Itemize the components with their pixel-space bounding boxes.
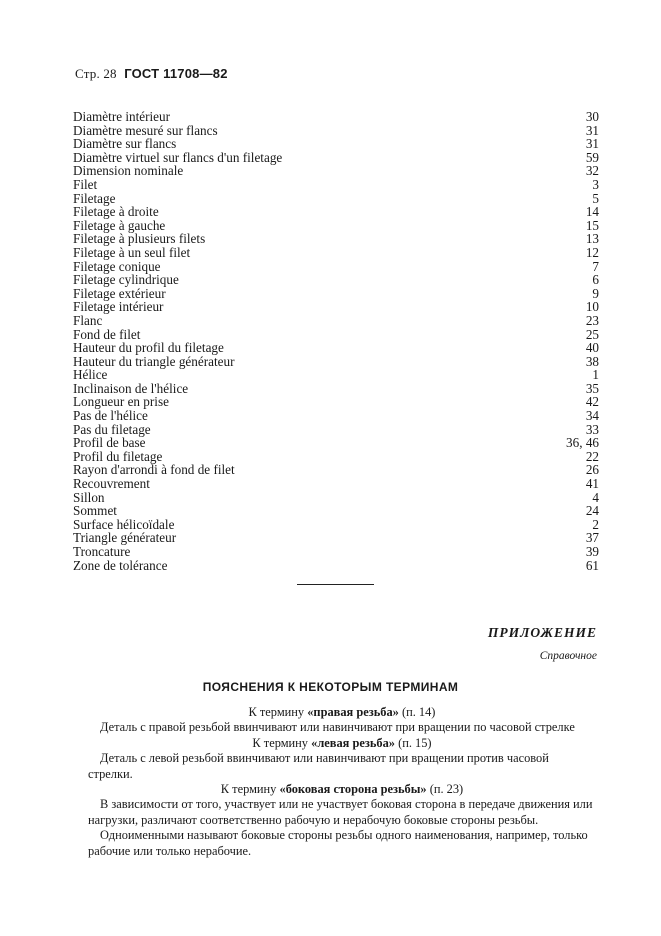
index-term: Zone de tolérance xyxy=(73,557,168,573)
index-entry xyxy=(73,151,599,165)
index-entry xyxy=(73,382,599,396)
index-page-ref: 3 xyxy=(592,176,599,192)
term-note-ref: (п. 15) xyxy=(398,735,432,750)
index-entry xyxy=(73,423,599,437)
index-page-ref: 25 xyxy=(585,326,599,342)
term-note-term: «боковая сторона резьбы» xyxy=(279,782,427,797)
term-note-heading xyxy=(88,782,596,797)
index-page-ref: 4 xyxy=(592,489,599,505)
index-entry xyxy=(73,219,599,233)
index-page-ref: 15 xyxy=(585,217,599,233)
index-page-ref: 30 xyxy=(585,109,599,124)
index-term: Pas de l'hélice xyxy=(73,408,148,424)
index-term: Filetage conique xyxy=(73,258,161,274)
index-entry xyxy=(73,395,599,409)
index-term: Diamètre intérieur xyxy=(73,109,171,124)
index-term: Filetage xyxy=(73,190,116,206)
index-page-ref: 5 xyxy=(592,190,599,206)
index-term: Longueur en prise xyxy=(73,394,169,410)
index-term: Diamètre mesuré sur flancs xyxy=(73,122,218,138)
standard-number: ГОСТ 11708—82 xyxy=(124,66,228,81)
index-page-ref: 13 xyxy=(585,231,599,247)
index-page-ref: 39 xyxy=(585,544,599,559)
index-entry xyxy=(73,463,599,477)
index-term: Inclinaison de l'hélice xyxy=(73,380,189,396)
index-page-ref: 6 xyxy=(592,272,599,288)
index-term: Filetage à droite xyxy=(73,204,159,220)
term-note-heading xyxy=(88,736,596,751)
index-entry xyxy=(73,260,599,274)
index-term: Recouvrement xyxy=(73,476,150,492)
index-term: Filetage à plusieurs filets xyxy=(73,231,206,247)
term-note-term: «правая резьба» xyxy=(307,705,399,719)
index-entry xyxy=(73,559,599,573)
index-term: Filetage cylindrique xyxy=(73,272,179,288)
index-page-ref: 24 xyxy=(585,503,599,519)
index-entry xyxy=(73,178,599,192)
term-note-paragraph: Деталь с правой резьбой ввинчивают или навинчивают при вращении по часовой стрелке xyxy=(100,720,575,735)
index-entry xyxy=(73,477,599,491)
index-term: Filetage extérieur xyxy=(73,285,166,301)
index-entry xyxy=(73,232,599,246)
index-term: Filetage à un seul filet xyxy=(73,244,191,260)
term-note-paragraph: В зависимости от того, участвует или не участвует боковая сторона в передаче движения или нагрузки, различают соответственно рабочую и нерабочую боковые стороны резьбы. xyxy=(88,797,593,827)
index-term: Hauteur du profil du filetage xyxy=(73,340,224,356)
index-term: Dimension nominale xyxy=(73,163,184,179)
section-title: ПОЯСНЕНИЯ К НЕКОТОРЫМ ТЕРМИНАМ xyxy=(202,680,459,694)
term-note-prefix: К термину xyxy=(252,735,309,750)
index-term: Sillon xyxy=(73,489,105,505)
index-entry xyxy=(73,545,599,559)
index-entry xyxy=(73,164,599,178)
index-entry xyxy=(73,450,599,464)
index-term: Surface hélicoïdale xyxy=(73,516,175,532)
index-term: Diamètre sur flancs xyxy=(73,136,177,152)
index-page-ref: 2 xyxy=(592,516,599,532)
index-page-ref: 23 xyxy=(585,312,599,328)
section-divider xyxy=(297,584,374,585)
index-entry xyxy=(73,314,599,328)
index-term: Triangle générateur xyxy=(73,530,177,546)
term-note-ref: (п. 14) xyxy=(401,705,436,719)
index-entry xyxy=(73,205,599,219)
index-term: Pas du filetage xyxy=(73,421,151,437)
index-page-ref: 35 xyxy=(585,380,599,396)
index-page-ref: 34 xyxy=(585,408,599,424)
index-page-ref: 33 xyxy=(585,421,599,437)
index-entry xyxy=(73,341,599,355)
index-page-ref: 14 xyxy=(585,204,599,220)
term-note-prefix: К термину xyxy=(248,705,305,719)
index-entry xyxy=(73,287,599,301)
index-page-ref: 12 xyxy=(585,244,599,260)
index-page-ref: 40 xyxy=(585,340,599,356)
index-term: Profil du filetage xyxy=(73,448,163,464)
appendix-heading xyxy=(488,625,597,662)
index-entry xyxy=(73,368,599,382)
index-term: Filet xyxy=(73,176,98,192)
index-page-ref: 36, 46 xyxy=(566,435,599,451)
index-term: Filetage intérieur xyxy=(73,299,164,315)
index-entry xyxy=(73,192,599,206)
index-page-ref: 61 xyxy=(585,557,599,573)
index-entry xyxy=(73,300,599,314)
french-term-index xyxy=(73,110,599,572)
term-note-heading xyxy=(88,705,596,720)
index-page-ref: 32 xyxy=(585,163,599,179)
index-page-ref: 26 xyxy=(585,462,599,478)
term-note-ref: (п. 23) xyxy=(429,782,464,797)
appendix-subtitle: Справочное xyxy=(539,650,597,662)
page-header xyxy=(75,66,228,82)
index-term: Fond de filet xyxy=(73,326,141,342)
index-entry xyxy=(73,124,599,138)
index-entry xyxy=(73,246,599,260)
index-term: Profil de base xyxy=(73,435,146,451)
index-entry xyxy=(73,491,599,505)
index-page-ref: 1 xyxy=(592,367,599,383)
index-entry xyxy=(73,355,599,369)
page-number: Стр. 28 xyxy=(75,66,117,81)
index-term: Hauteur du triangle générateur xyxy=(73,353,235,369)
term-note-term: «левая резьба» xyxy=(311,735,395,750)
index-entry xyxy=(73,531,599,545)
index-term: Flanc xyxy=(73,312,103,328)
appendix-title: ПРИЛОЖЕНИЕ xyxy=(487,625,597,640)
index-page-ref: 42 xyxy=(585,394,599,410)
index-entry xyxy=(73,328,599,342)
term-note-paragraph: Одноименными называют боковые стороны резьбы одного наименования, например, только рабочие или только нерабочие. xyxy=(88,828,588,858)
index-entry xyxy=(73,409,599,423)
index-page-ref: 10 xyxy=(585,299,599,315)
index-term: Troncature xyxy=(73,544,131,559)
index-entry xyxy=(73,273,599,287)
index-page-ref: 22 xyxy=(585,448,599,464)
index-entry xyxy=(73,518,599,532)
index-page-ref: 59 xyxy=(585,149,599,165)
index-page-ref: 37 xyxy=(585,530,599,546)
index-term: Diamètre virtuel sur flancs d'un filetage xyxy=(73,149,283,165)
index-page-ref: 41 xyxy=(585,476,599,492)
index-entry xyxy=(73,110,599,124)
index-term: Rayon d'arrondi à fond de filet xyxy=(73,462,235,478)
index-page-ref: 38 xyxy=(585,353,599,369)
index-page-ref: 31 xyxy=(585,122,599,138)
term-note-paragraph: Деталь с левой резьбой ввинчивают или навинчивают при вращении против часовой стрелки. xyxy=(88,751,549,781)
index-entry xyxy=(73,436,599,450)
index-page-ref: 31 xyxy=(585,136,599,152)
term-notes xyxy=(88,705,596,859)
index-term: Hélice xyxy=(73,367,108,383)
term-note-prefix: К термину xyxy=(220,782,277,797)
index-page-ref: 9 xyxy=(592,285,599,301)
index-term: Filetage à gauche xyxy=(73,217,166,233)
index-entry xyxy=(73,137,599,151)
index-entry xyxy=(73,504,599,518)
index-page-ref: 7 xyxy=(592,258,599,274)
index-term: Sommet xyxy=(73,503,117,519)
